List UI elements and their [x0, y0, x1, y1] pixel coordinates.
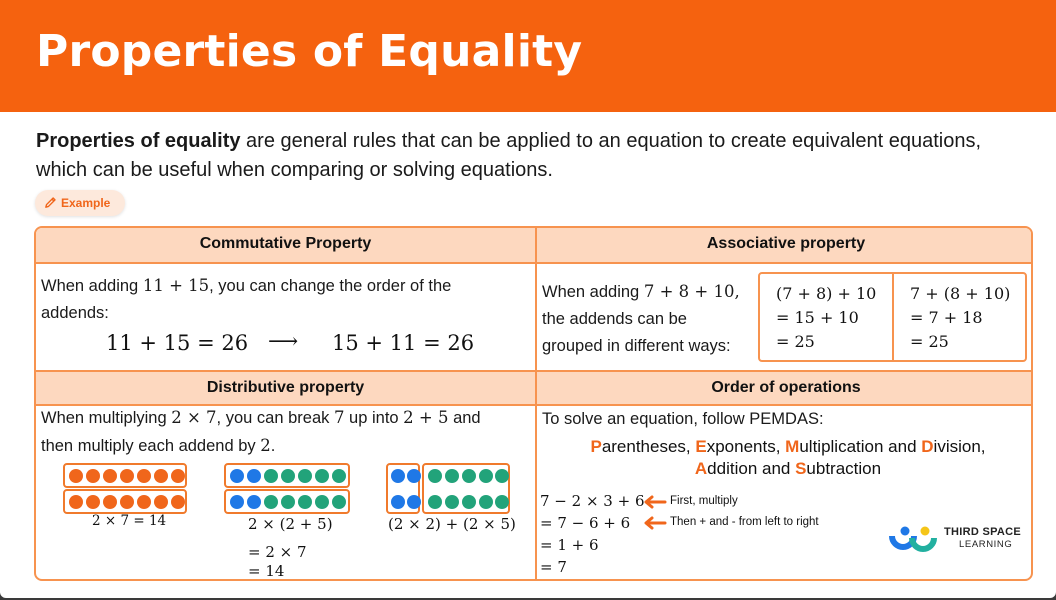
dot-row-box [224, 489, 350, 514]
example-tag-label: Example [61, 196, 111, 210]
order-step: = 1 + 6 [540, 536, 599, 554]
pemdas-word: ultiplication and [799, 437, 922, 456]
pemdas-word: ubtraction [806, 459, 882, 478]
dot-group-box [386, 463, 420, 514]
associative-inline-math: 7 + 8 + 10, [643, 282, 740, 301]
blue-dot [391, 495, 405, 509]
green-dot [495, 469, 509, 483]
commutative-text [41, 272, 531, 327]
pemdas-letter: D [921, 437, 934, 456]
associative-text-line2: the addends can be [542, 310, 687, 328]
orange-dot [86, 469, 100, 483]
grouping-comparison-box [758, 272, 1027, 362]
title-banner [0, 0, 1056, 112]
commutative-heading: Commutative Property [36, 228, 535, 262]
blue-dot [230, 469, 244, 483]
orange-dot [137, 469, 151, 483]
green-dot [462, 469, 476, 483]
pencil-icon [43, 195, 58, 210]
step-note: First, multiply [670, 495, 738, 507]
commutative-text-pre: When adding [41, 277, 143, 295]
grouping-right-column [910, 282, 1010, 354]
order-heading: Order of operations [537, 372, 1033, 404]
pemdas-letter: P [590, 437, 602, 456]
green-dot [479, 495, 493, 509]
green-dot [445, 469, 459, 483]
associative-heading: Associative property [537, 228, 1033, 262]
grouping-right-line: = 25 [910, 332, 949, 351]
distributive-text-post: and [448, 409, 481, 427]
distributive-inline-math: 2 × 7 [171, 408, 217, 427]
green-dot [264, 495, 278, 509]
pemdas-word: xponents, [706, 437, 786, 456]
orange-dot [69, 469, 83, 483]
grouping-right-line: 7 + (8 + 10) [910, 284, 1011, 303]
commutative-text-line2: addends: [41, 304, 109, 322]
commutative-equation-right: 15 + 11 = 26 [332, 331, 475, 355]
grouping-right-line: = 7 + 18 [910, 308, 983, 327]
blue-dot [407, 495, 421, 509]
array-caption-line: = 14 [248, 562, 285, 580]
green-dot [495, 495, 509, 509]
dot-row-box [63, 463, 187, 488]
order-step: = 7 − 6 + 6 [540, 514, 631, 532]
green-dot [315, 495, 329, 509]
orange-dot [171, 495, 185, 509]
blue-dot [407, 469, 421, 483]
blue-dot [247, 495, 261, 509]
commutative-inline-math: 11 + 15 [142, 276, 210, 295]
commutative-text-post: , you can change the order of the [209, 277, 452, 295]
intro-text-line2: which can be useful when comparing or solving equations. [36, 159, 553, 181]
intro-text: are general rules that can be applied to an equation to create equivalent equations, [240, 130, 982, 152]
distributive-text-pre: When multiplying [41, 409, 172, 427]
green-dot [264, 469, 278, 483]
left-arrow-icon [641, 516, 667, 530]
blue-dot [247, 469, 261, 483]
dot-group-box [422, 463, 510, 514]
logo-mark-icon [888, 524, 938, 556]
green-dot [281, 495, 295, 509]
pemdas-word: arentheses, [601, 437, 696, 456]
row-divider [36, 262, 1033, 264]
order-steps [540, 490, 645, 578]
green-dot [428, 495, 442, 509]
green-dot [332, 495, 346, 509]
associative-text-line3: grouped in different ways: [542, 337, 731, 355]
pemdas-word: ddition and [707, 459, 796, 478]
left-arrow-icon [641, 495, 667, 509]
step-note: Then + and - from left to right [670, 516, 819, 528]
blue-dot [230, 495, 244, 509]
green-dot [445, 495, 459, 509]
blue-dot [391, 469, 405, 483]
green-dot [298, 469, 312, 483]
orange-dot [103, 469, 117, 483]
orange-dot [137, 495, 151, 509]
distributive-heading: Distributive property [36, 372, 535, 404]
pemdas-letter: E [695, 437, 707, 456]
pemdas-letter: M [785, 437, 800, 456]
distributive-text-line2: then multiply each addend by [41, 437, 261, 455]
array-caption: 2 × 7 = 14 [92, 513, 167, 529]
green-dot [479, 469, 493, 483]
grouping-left-line: = 15 + 10 [776, 308, 859, 327]
dot-row-box [224, 463, 350, 488]
page-title: Properties of Equality [36, 26, 583, 77]
green-dot [315, 469, 329, 483]
distributive-text-mid: up into [344, 409, 404, 427]
distributive-inline-math: 2 + 5 [403, 408, 449, 427]
intro-paragraph [36, 127, 1026, 185]
logo-text: THIRD SPACE [944, 526, 1022, 538]
green-dot [462, 495, 476, 509]
commutative-equation-left: 11 + 15 = 26 [106, 331, 249, 355]
associative-text [542, 278, 757, 360]
orange-dot [86, 495, 100, 509]
orange-dot [120, 495, 134, 509]
distributive-inline-math: 2 [260, 436, 271, 455]
pemdas-letter: S [795, 459, 807, 478]
logo-subtext: LEARNING [959, 539, 1013, 550]
orange-dot [120, 469, 134, 483]
array-caption-line: = 2 × 7 [248, 543, 307, 561]
pemdas-word: ivision, [933, 437, 986, 456]
green-dot [428, 469, 442, 483]
orange-dot [103, 495, 117, 509]
arrow-icon: ⟶ [268, 329, 299, 353]
associative-text-pre: When adding [542, 283, 644, 301]
third-space-learning-logo [888, 522, 1028, 562]
example-tag [35, 190, 125, 216]
caption-spacer [248, 535, 333, 543]
array-caption [248, 513, 333, 581]
pemdas-letter: A [694, 459, 708, 478]
row-divider [36, 370, 1033, 372]
distributive-inline-math: 7 [333, 408, 345, 427]
orange-dot [69, 495, 83, 509]
distributive-text [41, 404, 533, 460]
pemdas-mnemonic [542, 436, 1033, 480]
grouping-left-column [776, 282, 876, 354]
grouping-divider [892, 274, 894, 360]
green-dot [298, 495, 312, 509]
order-step: 7 − 2 × 3 + 6 [540, 492, 645, 510]
properties-table [34, 226, 1033, 581]
orange-dot [154, 495, 168, 509]
order-text: To solve an equation, follow PEMDAS: [542, 410, 824, 428]
green-dot [281, 469, 295, 483]
grouping-left-line: = 25 [776, 332, 815, 351]
array-caption: (2 × 2) + (2 × 5) [388, 515, 516, 533]
intro-bold-term: Properties of equality [36, 130, 241, 152]
grouping-left-line: (7 + 8) + 10 [776, 284, 877, 303]
order-step: = 7 [540, 558, 567, 576]
orange-dot [154, 469, 168, 483]
orange-dot [171, 469, 185, 483]
green-dot [332, 469, 346, 483]
array-caption-line: 2 × (2 + 5) [248, 515, 333, 533]
distributive-text-mid: , you can break [216, 409, 334, 427]
distributive-text-post: . [270, 437, 276, 455]
